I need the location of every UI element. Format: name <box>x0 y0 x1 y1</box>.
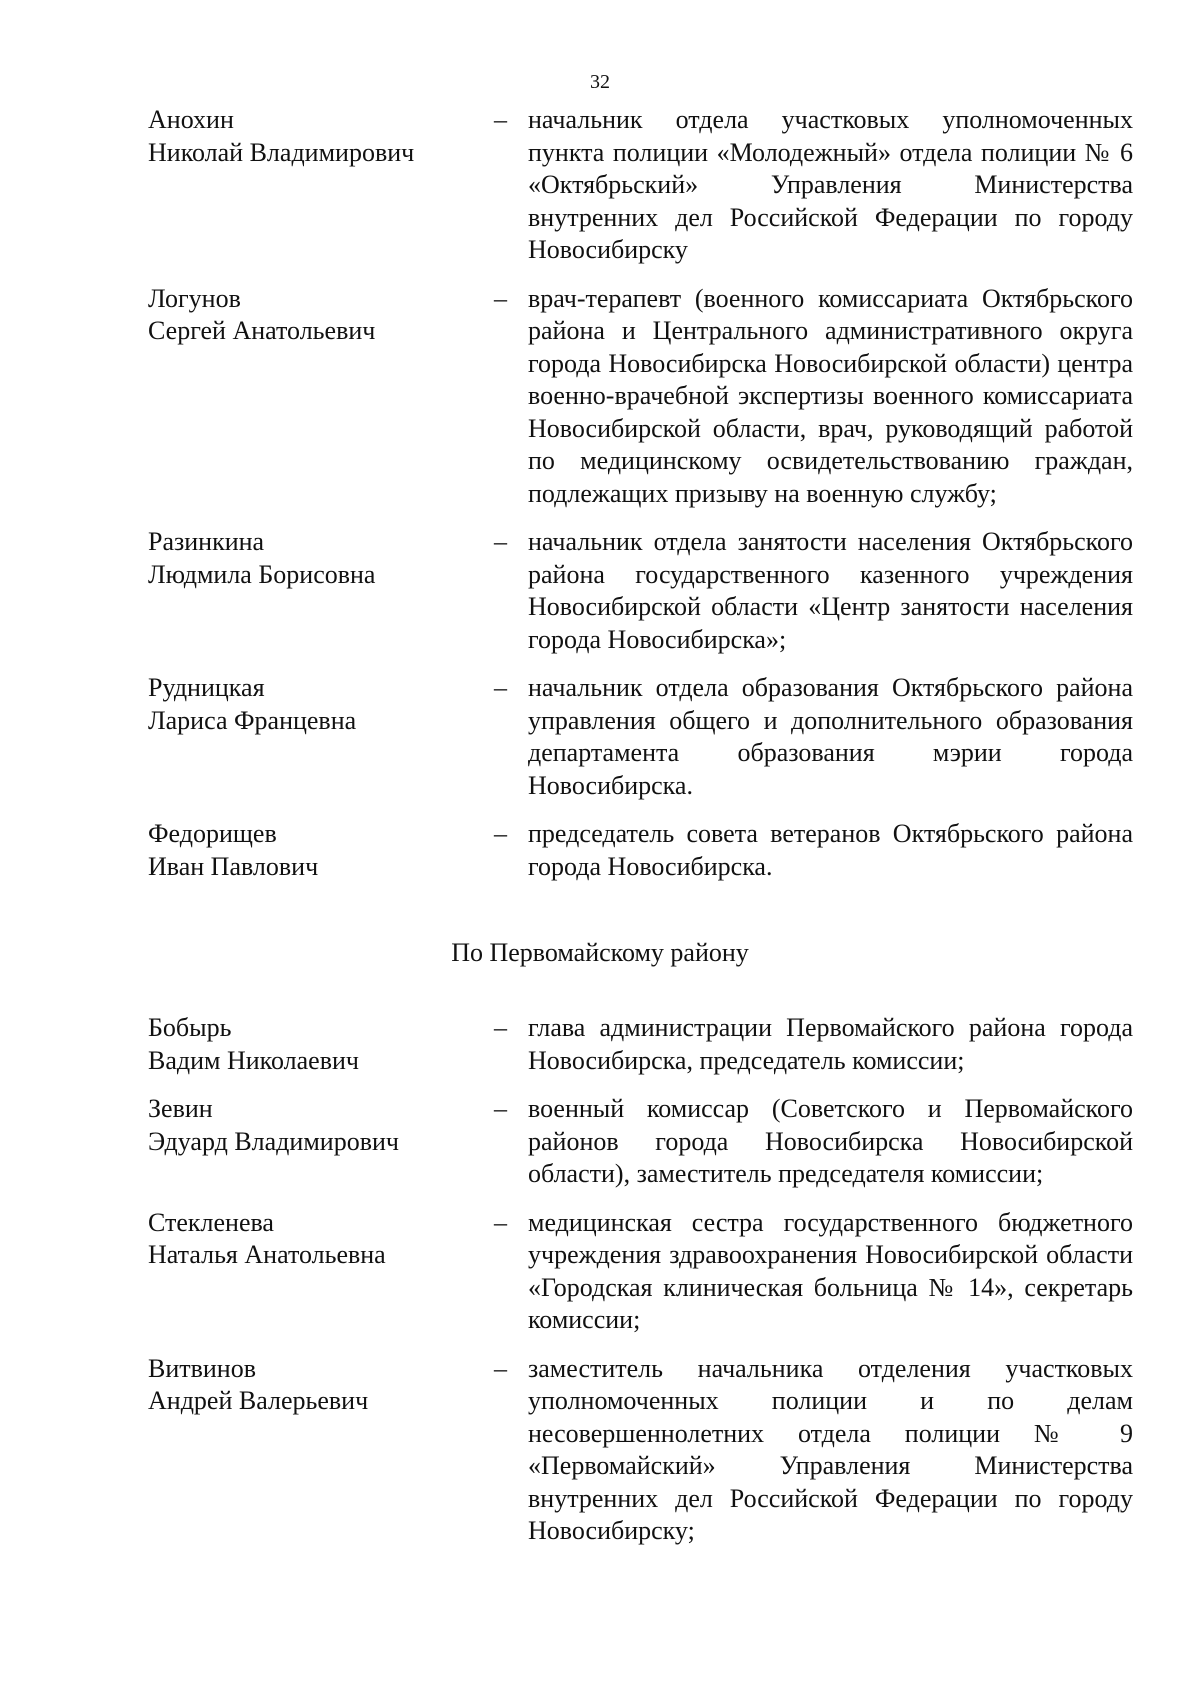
member-surname: Зевин <box>148 1094 213 1123</box>
member-surname: Разинкина <box>148 527 265 556</box>
member-name <box>148 104 494 267</box>
member-name <box>148 818 494 883</box>
dash-separator: – <box>494 819 507 848</box>
member-list-pervomaisky <box>148 1012 1133 1564</box>
member-name <box>148 1353 494 1548</box>
member-given-names: Николай Владимирович <box>148 137 415 167</box>
member-position: председатель совета ветеранов Октябрьского района города Новосибирска. <box>528 819 1133 881</box>
member-entry <box>148 672 1133 802</box>
dash-separator: – <box>494 1013 507 1042</box>
section-heading: По Первомайскому району <box>451 938 749 967</box>
member-entry <box>148 1093 1133 1191</box>
member-entry <box>148 1012 1133 1077</box>
member-name <box>148 1012 494 1077</box>
member-surname: Федорищев <box>148 819 277 848</box>
member-given-names: Эдуард Владимирович <box>148 1126 399 1156</box>
page-number: 32 <box>590 71 610 93</box>
member-entry <box>148 283 1133 511</box>
member-position: глава администрации Первомайского района города Новосибирска, председатель комиссии; <box>528 1013 1133 1075</box>
member-position: начальник отдела образования Октябрьского района управления общего и дополнительного образования департамента образования мэрии города Новосибирска. <box>528 673 1133 800</box>
member-entry <box>148 1353 1133 1548</box>
member-surname: Бобырь <box>148 1013 232 1042</box>
member-position: военный комиссар (Советского и Первомайского районов города Новосибирска Новосибирской области), заместитель председателя комиссии; <box>528 1094 1133 1188</box>
member-entry <box>148 1207 1133 1337</box>
dash-separator: – <box>494 283 507 313</box>
member-given-names: Лариса Францевна <box>148 705 357 735</box>
member-surname: Витвинов <box>148 1353 256 1383</box>
member-name <box>148 672 494 802</box>
dash-separator: – <box>494 1353 507 1383</box>
member-position: начальник отдела занятости населения Октябрьского района государственного казенного учреждения Новосибирской области «Центр занятости населения города Новосибирска»; <box>528 527 1133 654</box>
member-surname: Рудницкая <box>148 673 265 702</box>
member-position: заместитель начальника отделения участковых уполномоченных полиции и по делам несовершеннолетних отдела полиции № 9 «Первомайский» Управления Министерства внутренних дел Российской Федерации по городу Новосибирску; <box>528 1353 1133 1545</box>
member-surname: Анохин <box>148 105 234 134</box>
dash-separator: – <box>494 1207 507 1237</box>
member-entry <box>148 104 1133 267</box>
member-position: начальник отдела участковых уполномоченных пункта полиции «Молодежный» отдела полиции № 6 «Октябрьский» Управления Министерства внутренних дел Российской Федерации по городу Новосибирску <box>528 105 1133 264</box>
dash-separator: – <box>494 673 507 702</box>
member-entry <box>148 526 1133 656</box>
member-given-names: Иван Павлович <box>148 851 319 881</box>
member-surname: Логунов <box>148 283 241 313</box>
member-position: врач-терапевт (военного комиссариата Октябрьского района и Центрального административного округа города Новосибирска Новосибирской области) центра военно-врачебной экспертизы военного комиссариата Новосибирской области, врач, руководящий работой по медицинскому освидетельствованию граждан, подлежащих призыву на военную службу; <box>528 283 1133 508</box>
member-list-october <box>148 104 1133 899</box>
member-given-names: Вадим Николаевич <box>148 1045 359 1075</box>
member-given-names: Андрей Валерьевич <box>148 1386 369 1415</box>
member-entry <box>148 818 1133 883</box>
member-given-names: Сергей Анатольевич <box>148 316 376 345</box>
member-name <box>148 1093 494 1191</box>
member-name <box>148 283 494 511</box>
member-name <box>148 526 494 656</box>
dash-separator: – <box>494 1094 507 1123</box>
member-given-names: Наталья Анатольевна <box>148 1240 386 1269</box>
member-surname: Стекленева <box>148 1207 274 1237</box>
dash-separator: – <box>494 105 507 134</box>
member-name <box>148 1207 494 1337</box>
dash-separator: – <box>494 527 507 556</box>
member-position: медицинская сестра государственного бюджетного учреждения здравоохранения Новосибирской области «Городская клиническая больница № 14», секретарь комиссии; <box>528 1207 1133 1334</box>
member-given-names: Людмила Борисовна <box>148 559 376 589</box>
